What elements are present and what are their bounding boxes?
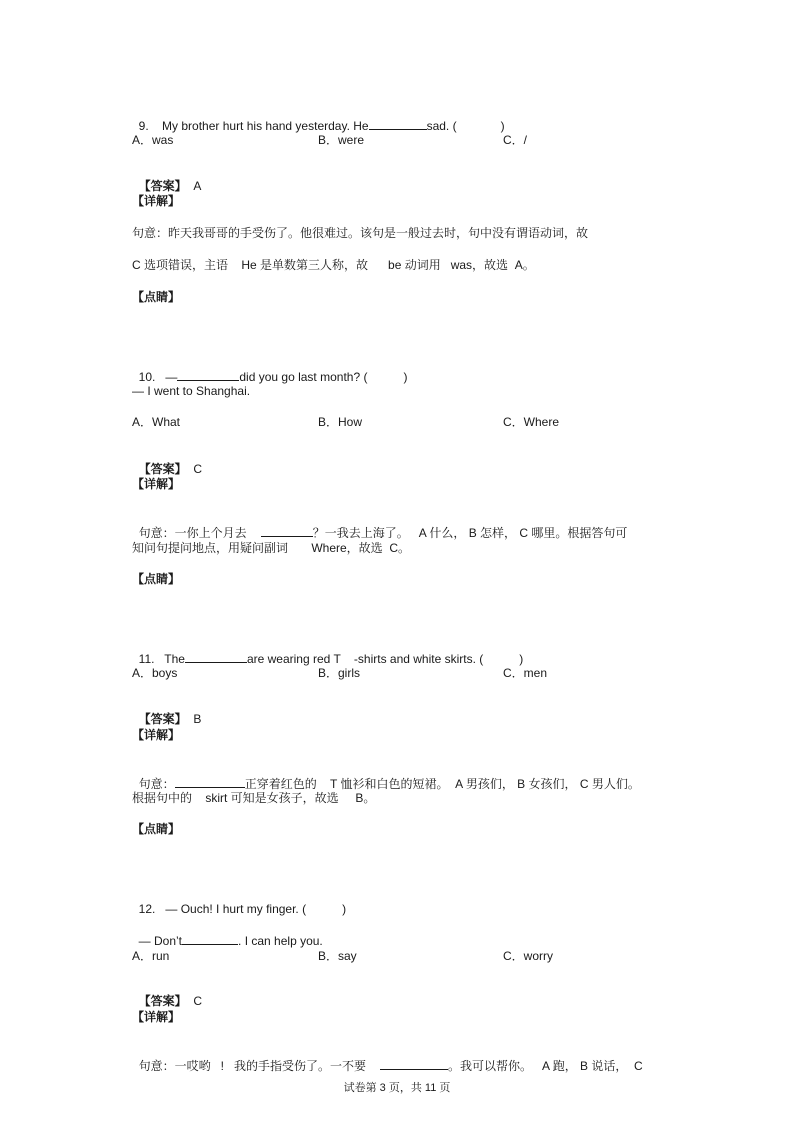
question-paren-close: ) (500, 119, 505, 133)
question-11-detail-line-2: 根据句中的 skirt 可知是女孩子，故选 B。 (132, 791, 376, 805)
answer-value: C (193, 462, 203, 476)
question-text: sad. ( (426, 119, 457, 133)
question-9-option-c: C．/ (503, 133, 528, 147)
question-text: — Ouch! I hurt my finger. ( (165, 902, 307, 916)
question-text: The (164, 652, 185, 666)
question-text: — (165, 370, 178, 384)
question-number: 10. (138, 370, 156, 384)
question-9-detail-line-2: C 选项错误，主语 He 是单数第三人称，故 be 动词用 was，故选 A。 (132, 258, 535, 272)
question-paren-close: ) (519, 652, 524, 666)
question-12-option-c: C．worry (503, 949, 553, 963)
question-text: are wearing red T -shirts and white skirts. ( (246, 652, 484, 666)
detail-text: ？一我去上海了。 A 什么， B 怎样， C 哪里。根据答句可 (312, 526, 628, 540)
answer-value: A (193, 179, 202, 193)
question-12-option-a: A．run (132, 949, 170, 963)
reply-text: — Don’t (138, 934, 183, 948)
question-10-detail-label: 【详解】 (132, 477, 181, 491)
question-paren-close: ) (342, 902, 347, 916)
question-10-option-c: C．Where (503, 415, 560, 429)
question-9-option-b: B．were (318, 133, 365, 147)
answer-blank (261, 524, 313, 537)
detail-text: 句意：一你上个月去 (138, 526, 247, 540)
question-9-stem (132, 101, 505, 134)
answer-blank (182, 932, 238, 945)
answer-label: 【答案】 (138, 179, 187, 193)
question-11-option-c: C．men (503, 666, 548, 680)
answer-label: 【答案】 (138, 712, 187, 726)
question-11-answer (132, 695, 201, 727)
question-10-detail-line-2: 知问句提问地点，用疑问副词 Where，故选 C。 (132, 541, 411, 555)
answer-value: B (193, 712, 202, 726)
question-11-comment-label: 【点睛】 (132, 822, 181, 836)
question-12-option-b: B．say (318, 949, 357, 963)
reply-text: . I can help you. (238, 934, 323, 948)
detail-text: 正穿着红色的 T 恤衫和白色的短裙。 A 男孩们， B 女孩们， C 男人们。 (244, 777, 640, 791)
question-10-stem (132, 352, 407, 385)
question-9-comment-label: 【点睛】 (132, 290, 181, 304)
question-10-option-b: B．How (318, 415, 363, 429)
question-11-stem (132, 634, 523, 667)
answer-label: 【答案】 (138, 462, 187, 476)
question-9-detail-label: 【详解】 (132, 194, 181, 208)
question-12-reply (132, 916, 323, 949)
question-number: 12. (138, 902, 156, 916)
question-11-option-b: B．girls (318, 666, 361, 680)
answer-value: C (193, 994, 203, 1008)
question-number: 9. (138, 119, 149, 133)
question-number: 11. (138, 652, 155, 666)
question-11-detail-line-1 (132, 759, 640, 792)
question-paren-close: ) (403, 370, 408, 384)
question-10-option-a: A．What (132, 415, 181, 429)
page-footer: 试卷第 3 页，共 11 页 (343, 1082, 451, 1094)
question-12-detail-line-1 (132, 1041, 643, 1074)
detail-text: 。我可以帮你。 A 跑， B 说话， C (448, 1059, 643, 1073)
detail-text: 句意： (138, 777, 175, 791)
question-9-option-a: A．was (132, 133, 174, 147)
detail-text: 句意：一哎哟 ! 我的手指受伤了。一不要 (138, 1059, 367, 1073)
question-10-answer (132, 445, 202, 477)
answer-blank (175, 775, 245, 788)
answer-blank (380, 1057, 448, 1070)
answer-blank (185, 650, 247, 663)
answer-blank (369, 117, 427, 130)
question-12-detail-label: 【详解】 (132, 1010, 181, 1024)
question-11-detail-label: 【详解】 (132, 728, 181, 742)
question-12-answer (132, 977, 202, 1009)
question-12-stem (132, 885, 346, 917)
answer-label: 【答案】 (138, 994, 187, 1008)
question-9-detail-line-1: 句意：昨天我哥哥的手受伤了。他很难过。该句是一般过去时，句中没有谓语动词，故 (132, 226, 589, 240)
answer-blank (177, 368, 239, 381)
question-10-reply: — I went to Shanghai. (132, 384, 251, 398)
question-9-answer (132, 162, 201, 194)
question-11-option-a: A．boys (132, 666, 178, 680)
question-10-detail-line-1 (132, 508, 627, 541)
question-text: did you go last month? ( (239, 370, 368, 384)
question-10-comment-label: 【点睛】 (132, 572, 181, 586)
question-text: My brother hurt his hand yesterday. He (162, 119, 369, 133)
